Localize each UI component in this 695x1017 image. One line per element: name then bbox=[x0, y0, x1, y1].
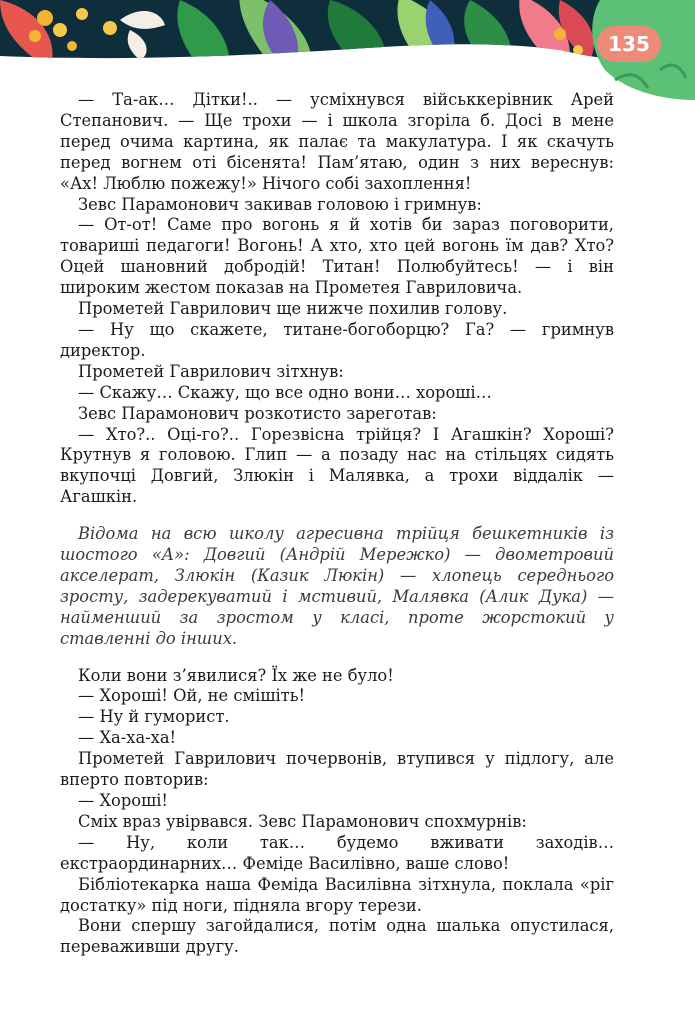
paragraph: Прометей Гаврилович зітхнув: bbox=[78, 361, 344, 381]
paragraph: — Ну й гуморист. bbox=[78, 707, 230, 727]
paragraph: Зевс Парамонович закивав головою і гримнув: bbox=[78, 194, 482, 214]
paragraph: — Хороші! bbox=[78, 791, 168, 810]
paragraph: Прометей Гаврилович почервонів, втупився у підлогу, але вперто повторив: bbox=[60, 749, 614, 790]
paragraph: — Хто?.. Оці-го?.. Горезвісна трійця? І Агашкін? Хороші? Крутнув я головою. Глип — а позаду нас на стільцях сидять вкупочці Довгий, Злюкін і Малявка, а трохи віддалік — Агашкін. bbox=[60, 424, 614, 507]
italic-character-note: Відома на всю школу агресивна трійця бешкетників із шостого «А»: Довгий (Андрій Мережко) — двометровий акселерат, Злюкін (Казик Люкін) — хлопець середнього зросту, задерекуватий і мстивий, Малявка (Алик Дука) — найменший за зростом у класі, проте жорстокий у ставленні до інших. bbox=[60, 524, 614, 648]
paragraph: Вони спершу загойдалися, потім одна шалька опустилася, переваживши другу. bbox=[60, 916, 614, 957]
paragraph: — Ну що скажете, титане-богоборцю? Га? — гримнув директор. bbox=[60, 319, 614, 360]
page-body bbox=[60, 90, 614, 958]
paragraph: — Скажу… Скажу, що все одно вони… хороші… bbox=[78, 382, 492, 402]
page-number: 135 bbox=[597, 26, 661, 62]
paragraph: Коли вони з’явилися? Їх же не було! bbox=[78, 665, 394, 685]
paragraph: Прометей Гаврилович ще нижче похилив голову. bbox=[78, 299, 508, 319]
paragraph: — Ха-ха-ха! bbox=[78, 728, 177, 748]
paragraph: Зевс Парамонович розкотисто зареготав: bbox=[78, 403, 437, 423]
paragraph: — Та-ак… Дітки!.. — усміхнувся військкерівник Арей Степанович. — Ще трохи — і школа згоріла б. Досі в мене перед очима картина, як палає та макулатура. І як скачуть перед вогнем оті бісенята! Пам’ятаю, один з них вереснув: «Ах! Люблю пожежу!» Нічого собі захоплення! bbox=[60, 90, 614, 193]
paragraph: Бібліотекарка наша Феміда Василівна зітхнула, поклала «ріг достатку» під ноги, підняла вгору терези. bbox=[60, 874, 614, 915]
paragraph: Сміх враз увірвався. Зевс Парамонович спохмурнів: bbox=[78, 811, 527, 831]
paragraph: — Ну, коли так… будемо вживати заходів… екстраординарних… Феміде Василівно, ваше слово! bbox=[60, 832, 614, 873]
paragraph: — Хороші! Ой, не смішіть! bbox=[78, 686, 306, 706]
paragraph: — От-от! Саме про вогонь я й хотів би зараз поговорити, товариші педагоги! Вогонь! А хто, хто цей вогонь їм дав? Хто? Оцей шановний добродій! Титан! Полюбуйтесь! — і він широким жестом показав на Прометея Гавриловича. bbox=[60, 215, 614, 298]
